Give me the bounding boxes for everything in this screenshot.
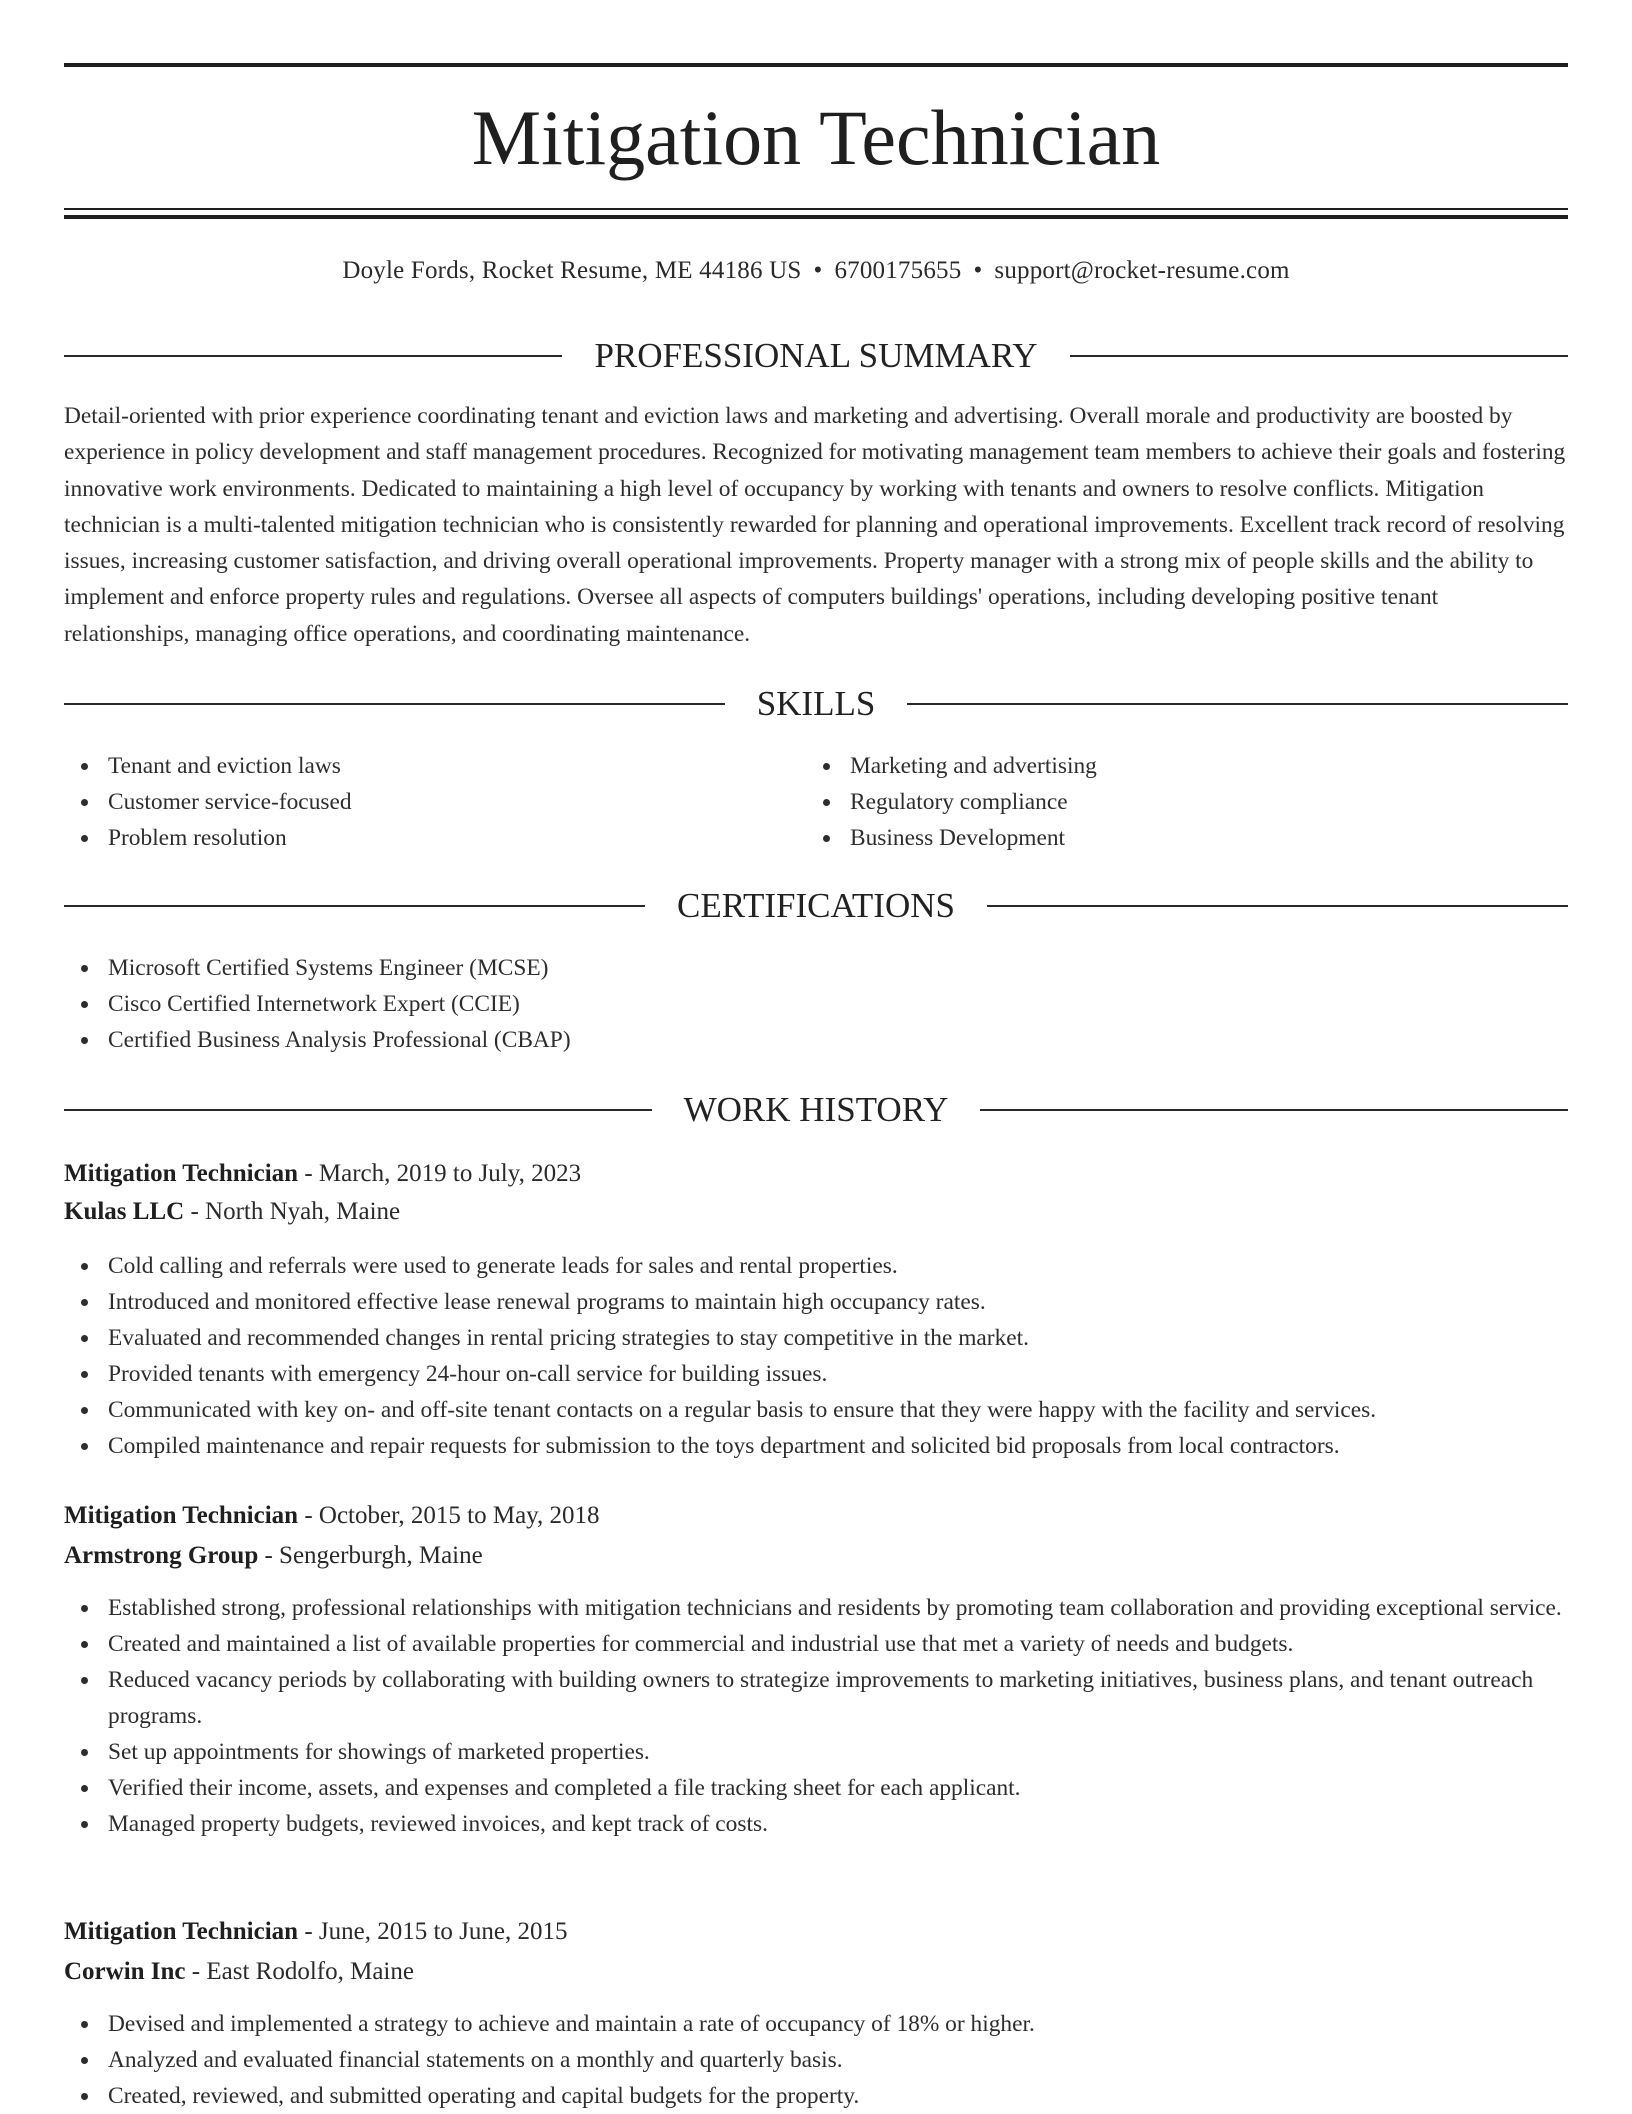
job-bullet: Set up appointments for showings of marketed properties. xyxy=(64,1734,1568,1770)
contact-phone: 6700175655 xyxy=(834,257,962,284)
job-bullet: Evaluated and recommended changes in rental pricing strategies to stay competitive in the market. xyxy=(64,1320,1568,1356)
summary-paragraph: Detail-oriented with prior experience coordinating tenant and eviction laws and marketing and advertising. Overall morale and productivity are boosted by experience in policy development and staff management procedures. Recognized for motivating management team members to achieve their goals and fostering innovative work environments. Dedicated to maintaining a high level of occupancy by working with tenants and owners to resolve conflicts. Mitigation technician is a multi-talented mitigation technician who is consistently rewarded for planning and operational improvements. Excellent track record of resolving issues, increasing customer satisfaction, and driving overall operational improvements. Property manager with a strong mix of people skills and the ability to implement and enforce property rules and regulations. Oversee all aspects of computers buildings' operations, including developing positive tenant relationships, managing office operations, and coordinating maintenance. xyxy=(64,403,1566,647)
job-company-line xyxy=(64,1193,1568,1231)
header-top-rule xyxy=(64,63,1568,67)
job-bullet: Established strong, professional relationships with mitigation technicians and residents by promoting team collaboration and providing exceptional service. xyxy=(64,1590,1568,1626)
skill-item: Customer service-focused xyxy=(64,784,764,820)
job-company-line xyxy=(64,1953,1568,1991)
job-bullet: Devised and implemented a strategy to achieve and maintain a rate of occupancy of 18% or higher. xyxy=(64,2006,1568,2042)
contact-address: Doyle Fords, Rocket Resume, ME 44186 US xyxy=(342,257,802,284)
job-location: - Sengerburgh, Maine xyxy=(258,1542,483,1569)
header-double-rule xyxy=(64,208,1568,220)
job-bullet-list xyxy=(64,2006,1568,2114)
job-bullet: Compiled maintenance and repair requests for submission to the toys department and solicited bid proposals from local contractors. xyxy=(64,1428,1568,1464)
divider-line xyxy=(980,1109,1568,1111)
divider-line xyxy=(907,703,1568,705)
skill-item: Marketing and advertising xyxy=(806,748,1506,784)
section-title: CERTIFICATIONS xyxy=(677,886,955,925)
certification-item: Microsoft Certified Systems Engineer (MCSE) xyxy=(64,950,1568,986)
divider-line xyxy=(1070,355,1568,357)
job-bullet: Cold calling and referrals were used to generate leads for sales and rental properties. xyxy=(64,1248,1568,1284)
job-bullet: Created and maintained a list of available properties for commercial and industrial use that met a variety of needs and budgets. xyxy=(64,1626,1568,1662)
work-history-section-header xyxy=(64,1088,1568,1132)
contact-separator: • xyxy=(813,257,823,284)
job-title: Mitigation Technician xyxy=(64,1160,299,1187)
job-bullet: Communicated with key on- and off-site tenant contacts on a regular basis to ensure that they were happy with the facility and services. xyxy=(64,1392,1568,1428)
job-company: Kulas LLC xyxy=(64,1198,185,1225)
job-bullet: Created, reviewed, and submitted operating and capital budgets for the property. xyxy=(64,2078,1568,2114)
certifications-list xyxy=(64,950,1568,1058)
job-company: Armstrong Group xyxy=(64,1542,259,1569)
job-bullet: Reduced vacancy periods by collaborating with building owners to strategize improvements to marketing initiatives, business plans, and tenant outreach programs. xyxy=(64,1662,1568,1734)
job-bullet: Verified their income, assets, and expenses and completed a file tracking sheet for each applicant. xyxy=(64,1770,1568,1806)
job-bullet-list xyxy=(64,1248,1568,1464)
skill-item: Problem resolution xyxy=(64,820,764,856)
job-title: Mitigation Technician xyxy=(64,1918,299,1945)
resume-name-heading: Mitigation Technician xyxy=(471,94,1161,181)
job-location: - North Nyah, Maine xyxy=(184,1198,401,1225)
contact-line xyxy=(64,254,1568,288)
divider-line xyxy=(64,703,725,705)
job-dates: - June, 2015 to June, 2015 xyxy=(298,1918,568,1945)
skills-list-left xyxy=(64,748,764,856)
certification-item: Cisco Certified Internetwork Expert (CCIE) xyxy=(64,986,1568,1022)
job-title-line xyxy=(64,1155,1568,1193)
job-bullet-list xyxy=(64,1590,1568,1842)
job-title-line xyxy=(64,1497,1568,1535)
job-bullet: Analyzed and evaluated financial statements on a monthly and quarterly basis. xyxy=(64,2042,1568,2078)
divider-line xyxy=(64,355,562,357)
contact-email[interactable]: support@rocket-resume.com xyxy=(994,257,1290,284)
section-title: PROFESSIONAL SUMMARY xyxy=(594,336,1038,375)
job-location: - East Rodolfo, Maine xyxy=(185,1958,414,1985)
contact-separator: • xyxy=(973,257,983,284)
skill-item: Tenant and eviction laws xyxy=(64,748,764,784)
skill-item: Business Development xyxy=(806,820,1506,856)
divider-line xyxy=(64,1109,652,1111)
job-title-line xyxy=(64,1913,1568,1951)
divider-line xyxy=(987,905,1568,907)
certifications-section-header xyxy=(64,884,1568,928)
certification-item: Certified Business Analysis Professional (CBAP) xyxy=(64,1022,1568,1058)
job-bullet: Provided tenants with emergency 24-hour on-call service for building issues. xyxy=(64,1356,1568,1392)
skills-list-right xyxy=(806,748,1506,856)
section-title: SKILLS xyxy=(756,684,876,723)
job-dates: - October, 2015 to May, 2018 xyxy=(298,1502,600,1529)
section-title: WORK HISTORY xyxy=(683,1090,949,1129)
job-company-line xyxy=(64,1537,1568,1575)
job-company: Corwin Inc xyxy=(64,1958,186,1985)
summary-section-header xyxy=(64,334,1568,378)
job-bullet: Introduced and monitored effective lease renewal programs to maintain high occupancy rates. xyxy=(64,1284,1568,1320)
job-title: Mitigation Technician xyxy=(64,1502,299,1529)
skill-item: Regulatory compliance xyxy=(806,784,1506,820)
job-dates: - March, 2019 to July, 2023 xyxy=(298,1160,582,1187)
job-bullet: Managed property budgets, reviewed invoices, and kept track of costs. xyxy=(64,1806,1568,1842)
skills-section-header xyxy=(64,682,1568,726)
divider-line xyxy=(64,905,645,907)
